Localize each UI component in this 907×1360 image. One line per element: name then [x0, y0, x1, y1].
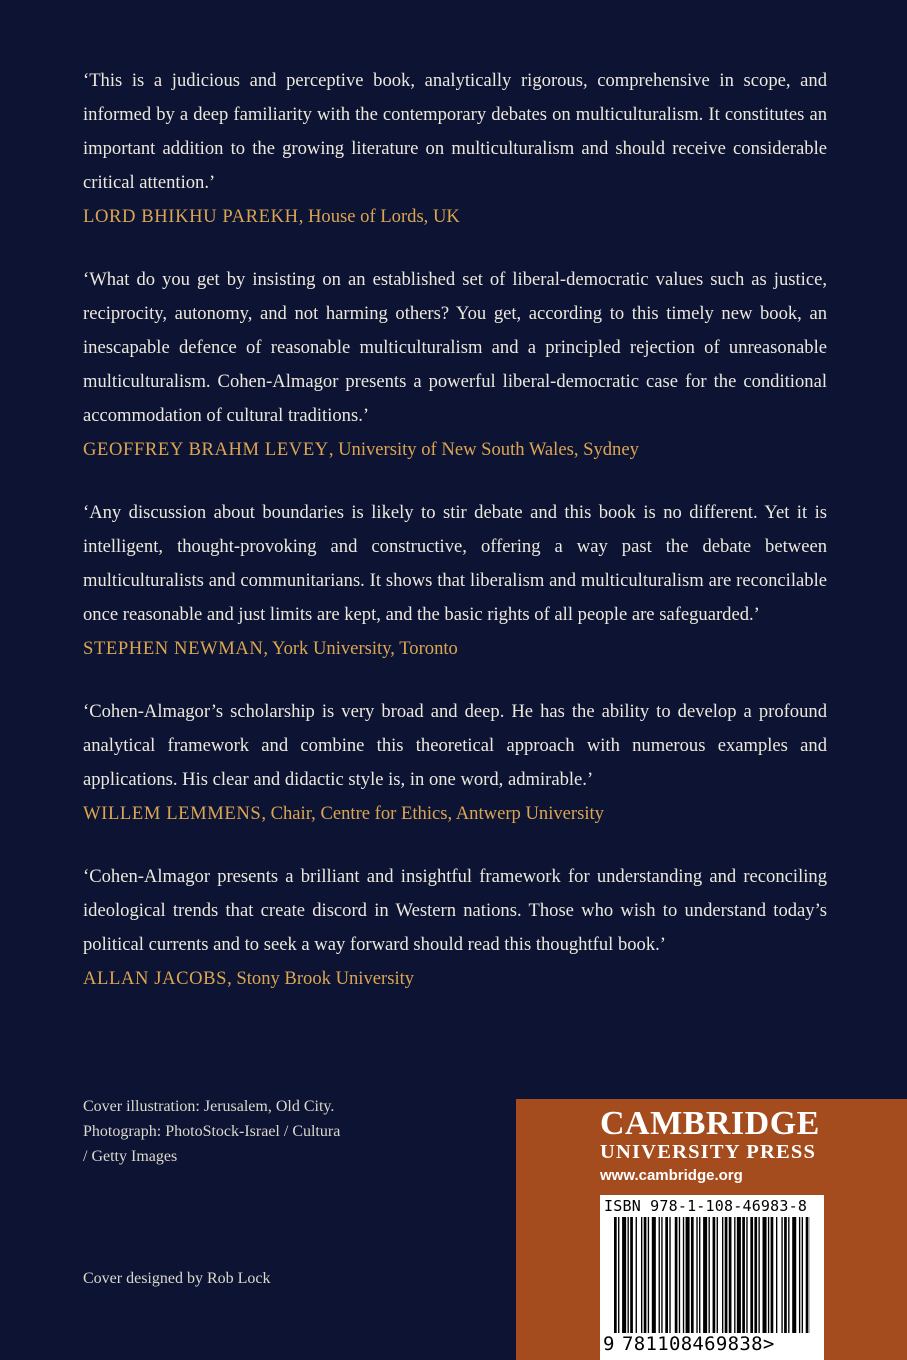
barcode-bar: [713, 1217, 716, 1333]
barcode-bar: [781, 1217, 782, 1333]
endorsement-1: [83, 64, 827, 231]
barcode-bar: [648, 1217, 649, 1333]
endorser-affiliation: , University of New South Wales, Sydney: [328, 439, 639, 460]
endorser-name: STEPHEN NEWMAN: [83, 638, 264, 659]
barcode-bar: [746, 1217, 747, 1333]
endorsement-5: [83, 860, 827, 993]
barcode-bar: [734, 1217, 735, 1333]
endorsement-attribution: [83, 965, 827, 993]
barcode-bar: [636, 1217, 637, 1333]
endorser-affiliation: , House of Lords, UK: [298, 206, 460, 227]
barcode-bar: [717, 1217, 718, 1333]
endorser-affiliation: , Chair, Centre for Ethics, Antwerp University: [261, 803, 604, 824]
isbn-label: ISBN 978-1-108-46983-8: [604, 1197, 808, 1215]
barcode-remaining-digits: 781108469838>: [622, 1333, 775, 1355]
barcode-first-digit: 9: [603, 1333, 615, 1355]
barcode-bar: [771, 1217, 774, 1333]
barcode-bar: [788, 1217, 789, 1333]
endorsement-2: [83, 263, 827, 464]
barcode-bar: [784, 1217, 787, 1333]
endorsement-text: ‘Any discussion about boundaries is likely to stir debate and this book is no different. Yet it is intelligent, thought-provoking and constructive, offering a way past the debate between multiculturalists and communitarians. It shows that liberalism and multiculturalism are reconcilable once reasonable and just limits are kept, and the basic rights of all people are safeguarded.’: [83, 502, 827, 625]
endorsement-attribution: [83, 635, 827, 663]
barcode-bar: [618, 1217, 619, 1333]
endorsement-list: [83, 64, 827, 1025]
barcode-bar: [696, 1217, 697, 1333]
endorsement-text: ‘Cohen-Almagor’s scholarship is very broad and deep. He has the ability to develop a profound analytical framework and combine this theoretical approach with numerous examples and applications. His clear and didactic style is, in one word, admirable.’: [83, 701, 827, 790]
barcode-bar: [768, 1217, 769, 1333]
publisher-block: [516, 1099, 907, 1360]
barcode-bar: [675, 1217, 678, 1333]
barcode-bar: [659, 1217, 660, 1333]
photo-source-credit: / Getty Images: [83, 1148, 178, 1165]
endorser-name: ALLAN JACOBS: [83, 968, 228, 989]
barcode-bar: [806, 1217, 809, 1333]
barcode-bar: [652, 1217, 656, 1333]
barcode-bar: [763, 1217, 767, 1333]
barcode-bar: [628, 1217, 629, 1333]
endorsement-4: [83, 695, 827, 828]
barcode-bar: [792, 1217, 796, 1333]
endorsement-attribution: [83, 203, 827, 231]
barcode-bar: [750, 1217, 753, 1333]
endorsement-attribution: [83, 436, 827, 464]
barcode-bar: [722, 1217, 723, 1333]
barcode-bar: [754, 1217, 757, 1333]
barcode-bar: [737, 1217, 741, 1333]
endorsement-text: ‘Cohen-Almagor presents a brilliant and insightful framework for understanding and reconciling ideological trends that create discord in Western nations. Those who wish to understand today’s political currents and to seek a way forward should read this thoughtful book.’: [83, 866, 827, 955]
barcode-bar: [729, 1217, 732, 1333]
barcode-bar: [725, 1217, 728, 1333]
endorser-name: GEOFFREY BRAHM LEVEY: [83, 439, 329, 460]
barcode-bar: [758, 1217, 759, 1333]
endorser-name: WILLEM LEMMENS: [83, 803, 262, 824]
barcode-bar: [641, 1217, 642, 1333]
barcode-bar: [703, 1217, 707, 1333]
barcode: [600, 1195, 824, 1360]
barcode-bar: [669, 1217, 670, 1333]
illustration-credit: Cover illustration: Jerusalem, Old City.: [83, 1098, 335, 1115]
barcode-bar: [683, 1217, 684, 1333]
barcode-bar: [679, 1217, 680, 1333]
barcode-bar: [799, 1217, 800, 1333]
endorsement-attribution: [83, 800, 827, 828]
barcode-bar: [686, 1217, 690, 1333]
barcode-bar: [802, 1217, 803, 1333]
barcode-bar: [776, 1217, 777, 1333]
endorser-name: LORD BHIKHU PAREKH: [83, 206, 299, 227]
publisher-url: www.cambridge.org: [600, 1167, 743, 1184]
designer-credit: Cover designed by Rob Lock: [83, 1270, 271, 1287]
publisher-name: CAMBRIDGE: [600, 1105, 820, 1142]
endorsement-text: ‘This is a judicious and perceptive book, analytically rigorous, comprehensive in scope, and informed by a deep familiarity with the contemporary debates on multiculturalism. It constitutes an important addition to the growing literature on multiculturalism and should receive considerable critical attention.’: [83, 70, 827, 193]
barcode-bar: [622, 1217, 626, 1333]
barcode-bar: [665, 1217, 668, 1333]
publisher-subname: UNIVERSITY PRESS: [600, 1141, 817, 1163]
endorser-affiliation: , Stony Brook University: [227, 968, 415, 989]
barcode-bar: [691, 1217, 694, 1333]
endorser-affiliation: , York University, Toronto: [263, 638, 458, 659]
barcode-bars: [614, 1217, 810, 1333]
barcode-bar: [614, 1217, 617, 1333]
barcode-bar: [630, 1217, 633, 1333]
barcode-bar: [661, 1217, 662, 1333]
endorsement-3: [83, 496, 827, 663]
barcode-bar: [709, 1217, 710, 1333]
cover-credits: [83, 1094, 340, 1169]
barcode-bar: [742, 1217, 745, 1333]
barcode-bar: [644, 1217, 647, 1333]
photograph-credit: Photograph: PhotoStock-Israel / Cultura: [83, 1123, 341, 1140]
endorsement-text: ‘What do you get by insisting on an established set of liberal-democratic values such as justice, reciprocity, autonomy, and not harming others? You get, according to this timely new book, an inescapable defence of reasonable multiculturalism and a principled rejection of unreasonable multiculturalism. Cohen-Almagor presents a powerful liberal-democratic case for the conditional accommodation of cultural traditions.’: [83, 269, 827, 426]
barcode-bar: [699, 1217, 700, 1333]
